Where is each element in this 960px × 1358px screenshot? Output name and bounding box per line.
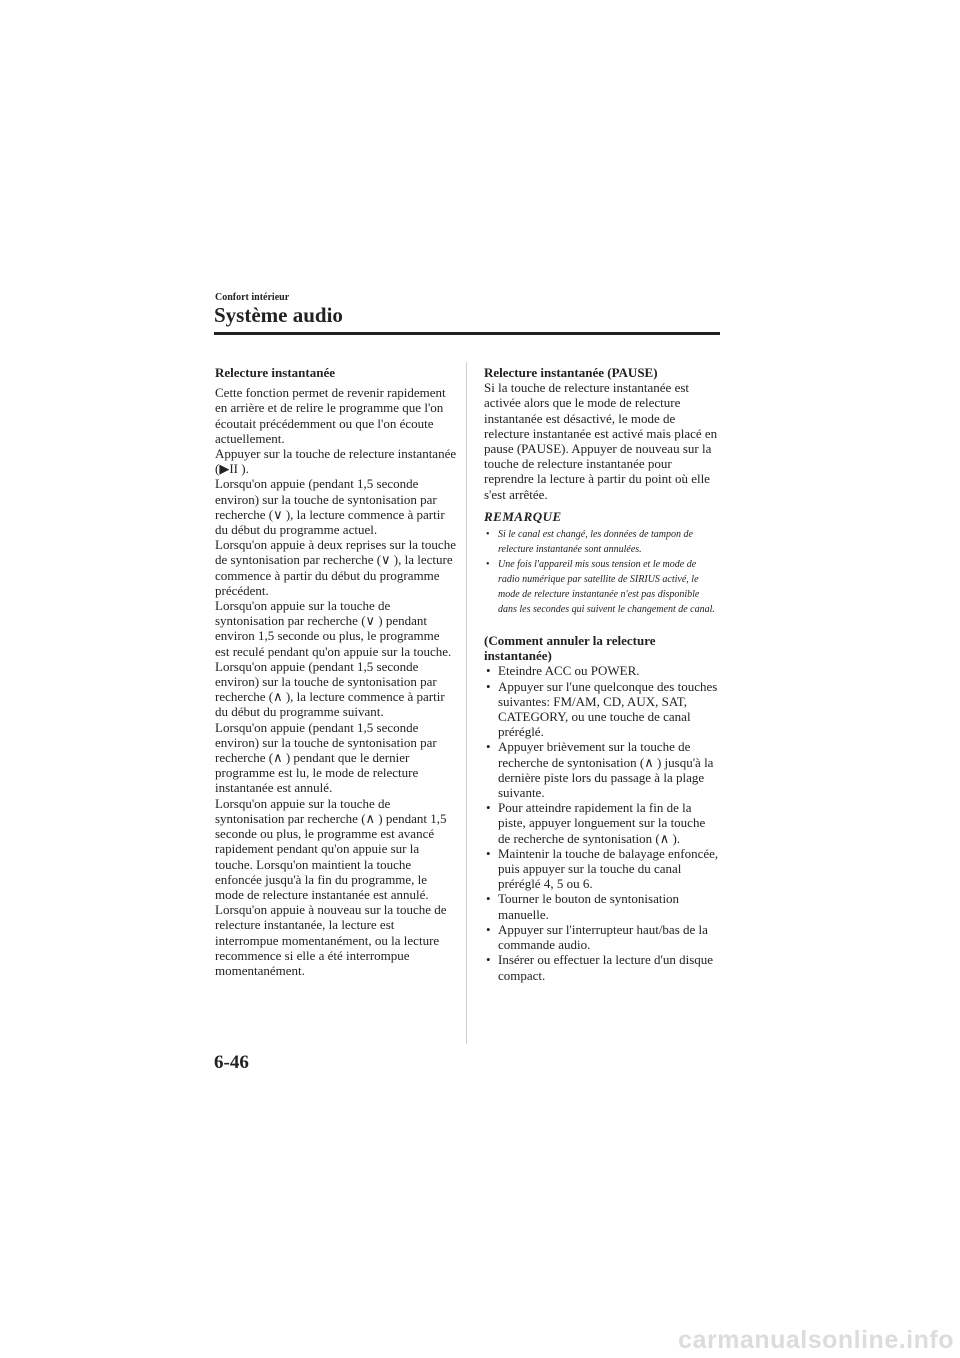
left-paragraph: Lorsqu'on appuie (pendant 1,5 seconde environ) sur la touche de syntonisation par recherche (∧ ) pendant que le dernier programme est lu, le mode de relecture instantanée est annulé. [215,719,437,796]
cancel-heading: (Comment annuler la relecture instantanée) [484,633,656,664]
note-item: • Une fois l'appareil mis sous tension et le mode de radio numérique par satellite de SIRIUS activé, le mode de relecture instantanée n'est pas disponible dans les secondes qui suivent le changement de canal. [484,557,720,617]
left-column [215,365,457,978]
left-paragraph: Cette fonction permet de revenir rapidement en arrière et de relire le programme que l'on écoutait précédemment ou que l'on écoute actuellement. [215,385,446,446]
page-title: Système audio [214,303,343,327]
pause-heading: Relecture instantanée (PAUSE) [484,365,658,380]
left-paragraph: Lorsqu'on appuie sur la touche de syntonisation par recherche (∨ ) pendant environ 1,5 seconde ou plus, le programme est reculé pendant qu'on appuie sur la touche. [215,598,452,659]
cancel-item: • Appuyer sur l'une quelconque des touches suivantes: FM/AM, CD, AUX, SAT, CATEGORY, ou une touche de canal préréglé. [484,679,720,740]
note-title: REMARQUE [484,508,562,524]
watermark: carmanualsonline.info [678,1326,954,1354]
page-number: 6-46 [214,1052,249,1073]
cancel-item: • Appuyer brièvement sur la touche de recherche de syntonisation (∧ ) jusqu'à la dernière piste lors du passage à la plage suivante. [484,739,720,800]
cancel-item: • Appuyer sur l'interrupteur haut/bas de la commande audio. [484,922,720,952]
cancel-item: • Tourner le bouton de syntonisation manuelle. [484,891,720,921]
left-paragraph: Lorsqu'on appuie à deux reprises sur la touche de syntonisation par recherche (∨ ), la lecture commence à partir du début du programme précédent. [215,537,456,598]
header-rule [214,332,720,335]
note-list [484,527,720,617]
cancel-list [484,663,720,982]
cancel-item: • Insérer ou effectuer la lecture d'un disque compact. [484,952,720,982]
pause-paragraph: Si la touche de relecture instantanée est activée alors que le mode de relecture instantanée est désactivé, le mode de relecture instantanée est activé mais placé en pause (PAUSE). Appuyer de nouveau sur la touche de relecture instantanée pour reprendre la lecture à partir du point où elle s'est arrêtée. [484,380,718,502]
cancel-item: • Eteindre ACC ou POWER. [484,663,720,678]
cancel-item: • Pour atteindre rapidement la fin de la piste, appuyer longuement sur la touche de recherche de syntonisation (∧ ). [484,800,720,846]
left-heading: Relecture instantanée [215,365,335,380]
right-column [484,365,720,983]
cancel-item: • Maintenir la touche de balayage enfoncée, puis appuyer sur la touche du canal préréglé 4, 5 ou 6. [484,846,720,892]
left-paragraph: Lorsqu'on appuie sur la touche de syntonisation par recherche (∧ ) pendant 1,5 seconde ou plus, le programme est avancé rapidement pendant qu'on appuie sur la touche. Lorsqu'on maintient la touche enfoncée jusqu'à la fin du programme, le mode de relecture instantanée est annulé. [215,795,447,902]
left-paragraph: Lorsqu'on appuie (pendant 1,5 seconde environ) sur la touche de syntonisation par recherche (∨ ), la lecture commence à partir du début du programme actuel. [215,476,445,538]
note-item: • Si le canal est changé, les données de tampon de relecture instantanée sont annulées. [484,527,720,557]
left-paragraph: Lorsqu'on appuie à nouveau sur la touche de relecture instantanée, la lecture est interrompue momentanément, ou la lecture recommence si elle a été interrompue momentanément. [215,902,447,978]
left-paragraph: Lorsqu'on appuie (pendant 1,5 seconde environ) sur la touche de syntonisation par recherche (∧ ), la lecture commence à partir du début du programme suivant. [215,658,445,720]
section-label: Confort intérieur [215,292,290,303]
left-paragraph: Appuyer sur la touche de relecture instantanée (▶II ). [215,446,457,477]
column-divider [466,362,467,1044]
